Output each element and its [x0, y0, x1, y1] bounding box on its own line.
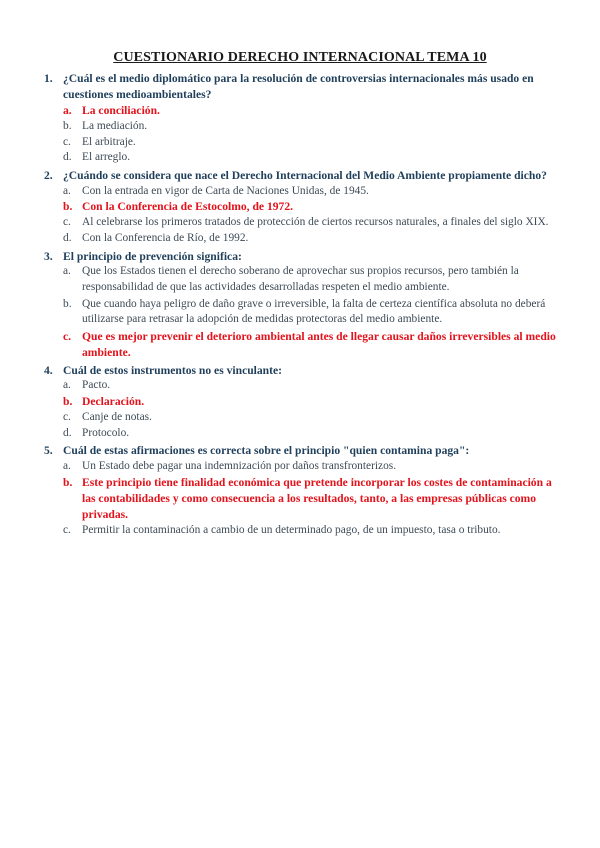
question-number: 5. [44, 444, 53, 458]
answer-option [44, 410, 564, 426]
answer-text: Protocolo. [82, 426, 130, 439]
answer-text: Un Estado debe pagar una indemnización por daños transfronterizos. [82, 459, 397, 472]
question-number: 1. [44, 72, 53, 85]
answer-text: La mediación. [82, 119, 148, 132]
question-4 [44, 363, 564, 442]
answer-text: Con la Conferencia de Río, de 1992. [82, 232, 249, 245]
question-text: ¿Cuándo se considera que nace el Derecho Internacional del Medio Ambiente propiamente dicho? [63, 169, 547, 183]
question-text: El principio de prevención significa: [63, 249, 242, 263]
question-header [44, 71, 564, 102]
answer-letter: b. [63, 297, 72, 310]
answer-option [44, 119, 564, 135]
answer-text: Permitir la contaminación a cambio de un determinado pago, de un impuesto, tasa o tributo. [82, 523, 501, 536]
answer-list [44, 184, 564, 247]
answer-text: Declaración. [82, 395, 145, 409]
answer-letter: d. [63, 151, 72, 164]
answer-text: Al celebrarse los primeros tratados de protección de ciertos recursos naturales, a finales del siglo XIX. [82, 216, 549, 229]
answer-option [44, 150, 564, 166]
answer-text: Con la entrada en vigor de Carta de Naciones Unidas, de 1945. [82, 184, 369, 197]
answer-letter: b. [63, 475, 73, 489]
answer-option-correct [44, 394, 564, 410]
question-text: ¿Cuál es el medio diplomático para la resolución de controversias internacionales más usado en cuestiones medioambientales? [63, 72, 534, 101]
answer-text: Con la Conferencia de Estocolmo, de 1972. [82, 200, 294, 214]
answer-letter: a. [63, 184, 71, 197]
answer-option [44, 523, 564, 539]
answer-letter: c. [63, 135, 71, 148]
answer-list [44, 264, 564, 360]
answer-letter: b. [63, 200, 73, 214]
question-header [44, 249, 564, 265]
question-number: 2. [44, 169, 53, 183]
question-header [44, 443, 564, 459]
question-text: Cuál de estos instrumentos no es vinculante: [63, 363, 283, 377]
page-title: CUESTIONARIO DERECHO INTERNACIONAL TEMA 10 [113, 50, 487, 65]
answer-option [44, 231, 564, 247]
answer-letter: a. [63, 459, 71, 472]
answer-text: El arreglo. [82, 151, 131, 164]
answer-list [44, 459, 564, 539]
answer-letter: b. [63, 395, 73, 409]
answer-letter: c. [63, 523, 71, 536]
answer-option [44, 426, 564, 442]
question-5 [44, 443, 564, 538]
answer-option [44, 135, 564, 151]
answer-text: Que cuando haya peligro de daño grave o irreversible, la falta de certeza científica absoluta no deberá utilizarse para retrasar la adopción de medidas protectoras del medio ambiente. [82, 297, 546, 326]
answer-option [44, 378, 564, 394]
question-number: 3. [44, 249, 53, 263]
answer-letter: d. [63, 426, 72, 439]
answer-option-correct [44, 329, 564, 361]
answer-letter: c. [63, 410, 71, 423]
answer-letter: c. [63, 216, 71, 229]
answer-list [44, 103, 564, 166]
answer-text: El arbitraje. [82, 135, 136, 148]
answer-option [44, 264, 564, 295]
question-3 [44, 249, 564, 361]
answer-text: Pacto. [82, 379, 111, 392]
question-2 [44, 168, 564, 247]
answer-letter: a. [63, 104, 72, 117]
answer-text: Este principio tiene finalidad económica que pretende incorporar los costes de contaminación a las contabilidades y como consecuencia a los resultados, tanto, a las empresas públicas como privadas. [82, 475, 552, 521]
question-number: 4. [44, 363, 53, 377]
answer-option [44, 215, 564, 231]
answer-option [44, 297, 564, 328]
answer-text: Canje de notas. [82, 410, 152, 423]
question-text: Cuál de estas afirmaciones es correcta sobre el principio "quien contamina paga": [63, 444, 470, 458]
answer-text: Que es mejor prevenir el deterioro ambiental antes de llegar causar daños irreversibles al medio ambiente. [82, 329, 556, 359]
answer-text: La conciliación. [82, 104, 160, 117]
answer-letter: d. [63, 232, 72, 245]
question-header [44, 363, 564, 379]
answer-option [44, 184, 564, 200]
answer-option-correct [44, 199, 564, 215]
answer-option [44, 459, 564, 475]
answer-list [44, 378, 564, 441]
answer-text: Que los Estados tienen el derecho soberano de aprovechar sus propios recursos, pero también la responsabilidad de que las actividades desarrolladas respeten el medio ambiente. [82, 265, 519, 293]
answer-letter: b. [63, 119, 72, 132]
answer-letter: c. [63, 329, 72, 343]
answer-letter: a. [63, 265, 71, 278]
question-1 [44, 71, 564, 166]
question-header [44, 168, 564, 184]
question-list [44, 71, 564, 539]
answer-option-correct [44, 103, 564, 119]
answer-letter: a. [63, 379, 71, 392]
answer-option-correct [44, 475, 564, 523]
